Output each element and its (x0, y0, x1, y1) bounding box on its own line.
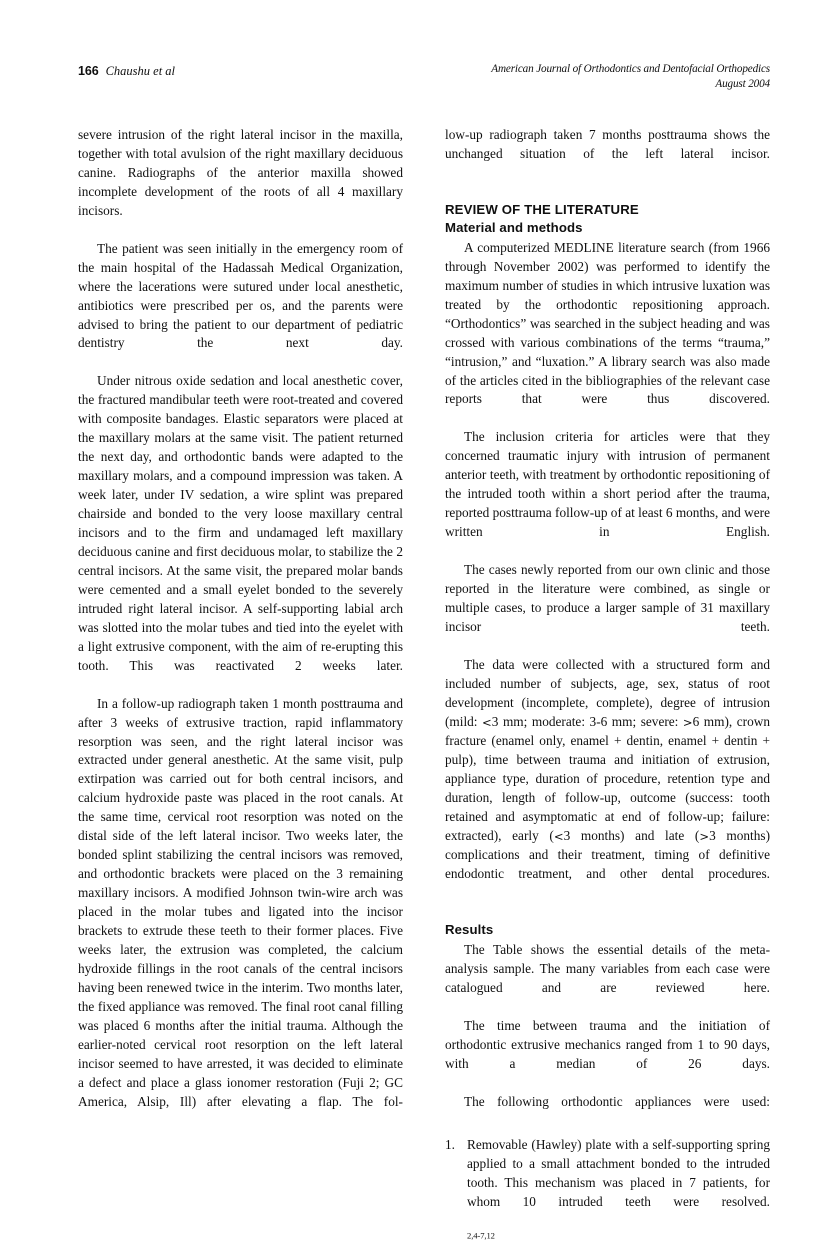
subheading-results: Results (445, 922, 494, 938)
paragraph: The Table shows the essential details of the meta-analysis sample. The many variables from each case were catalogued and are reviewed here. (445, 942, 770, 996)
data-text-part-3: 6 mm), crown fracture (enamel only, enamel + dentin, enamel + dentin + pulp), time between trauma and initiation of extrusion, appliance type, duration of procedure, retention type and duration, length of follow-up, outcome (success: tooth retained and asymptomatic at end of follow-up; failure: extracted), early ( (445, 713, 771, 843)
data-text-part-4: 3 months) and late ( (563, 827, 700, 843)
running-head-right (491, 62, 770, 91)
paragraph: severe intrusion of the right lateral incisor in the maxilla, together with total avulsion of the right maxillary deciduous canine. Radiographs of the anterior maxilla showed incomplete development of the roots of all 4 maxillary incisors. (78, 127, 403, 218)
right-column (445, 126, 771, 1241)
paragraph: In a follow-up radiograph taken 1 month posttrauma and after 3 weeks of extrusive traction, rapid inflammatory resorption was seen, and the right lateral incisor was extracted under general anesthetic. At the same visit, pulp extirpation was carried out for both central incisors, and calcium hydroxide paste was placed in the root canals. At the same time, cervical root resorption was noted on the distal side of the left lateral incisor. Two weeks later, the bonded splint stabilizing the central incisors was removed, and orthodontic brackets were placed on the 3 remaining maxillary incisors. A modified Johnson twin-wire arch was placed in the molar tubes and ligated into the incisor brackets to extrude these teeth to their former places. Five weeks later, the extrusion was completed, the calcium hydroxide fillings in the root canals of the central incisors having been renewed twice in the interim. Two months later, the fixed appliance was removed. The final root canal filling was placed 6 months after the initial trauma. Although the earlier-noted cervical root resorption on the left lateral incisor seemed to have arrested, it was decided to eliminate a defect and place a glass ionomer restoration (Fuji 2; GC America, Alsip, Ill) after elevating a flap. The fol- (78, 695, 403, 1109)
data-text-part-5: 3 months) complications and their treatment, timing of definitive endodontic treatment, and other dental procedures. (445, 827, 770, 882)
paragraph-data-collection (445, 656, 770, 903)
left-column (78, 126, 403, 1109)
less-than-symbol: < (482, 715, 492, 730)
data-text-part-2: 3 mm; moderate: 3-6 mm; severe: (491, 713, 683, 729)
paragraph: The inclusion criteria for articles were that they concerned traumatic injury with intrusion of permanent anterior teeth, with treatment by orthodontic repositioning of the intruded tooth within a short period after the trauma, reported posttrauma follow-up of at least 6 months, and were written in English. (445, 429, 770, 540)
running-head-authors: Chaushu et al (105, 64, 176, 78)
greater-than-symbol: > (699, 829, 710, 844)
reference-superscript: 2,4-7,12 (467, 1230, 495, 1241)
greater-than-symbol: > (682, 715, 693, 730)
paragraph: A computerized MEDLINE literature search (from 1966 through November 2002) was performed to identify the maximum number of studies in which intrusive luxation was treated by the orthodontic repositioning approach. “Orthodontics” was searched in the subject heading and was crossed with various combinations of the terms “trauma,” “intrusion,” and “luxation.” A library search was also made of the articles cited in the bibliographies of the relevant case reports that were thus discovered. (445, 239, 770, 407)
section-heading-review-of-the-literature: REVIEW OF THE LITERATURE (445, 201, 639, 217)
paragraph: Under nitrous oxide sedation and local anesthetic cover, the fractured mandibular teeth were root-treated and covered with composite bandages. Elastic separators were placed at the maxillary molars at the same visit. The patient returned the next day, and orthodontic bands were adapted to the maxillary molars, and a compound impression was taken. A week later, under IV sedation, a wire splint was prepared chairside and bonded to the very loose maxillary central incisors and to the firm and undamaged left maxillary deciduous canine and first deciduous molar, to stabilize the 2 central incisors. At the same visit, the prepared molar bands were cemented and a small eyelet bonded to the severely intruded right lateral incisor. A self-supporting labial arch was slotted into the molar tubes and tied into the eyelet with a light extrusive component, with the aim of re-erupting this tooth. This was reactivated 2 weeks later. (78, 373, 403, 673)
body-columns (78, 126, 771, 1241)
data-text-part-1: The data were collected with a structured form and included number of subjects, age, sex, status of root development (incomplete, complete), degree of intrusion (mild: (445, 656, 770, 729)
paragraph: The patient was seen initially in the emergency room of the main hospital of the Hadassah Medical Organization, where the lacerations were sutured under local anesthetic, antibiotics were prescribed per os, and the parents were advised to bring the patient to our department of pediatric dentistry the next day. (78, 240, 403, 351)
running-head-left (78, 62, 175, 80)
paragraph: The cases newly reported from our own clinic and those reported in the literature were combined, as single or multiple cases, to produce a larger sample of 31 maxillary incisor teeth. (445, 562, 770, 634)
running-head (78, 62, 770, 104)
list-item-text: Removable (Hawley) plate with a self-supporting spring applied to a small attachment bonded to the intruded tooth. This mechanism was placed in 7 patients, for whom 10 intruded teeth were resolved. (467, 1136, 770, 1209)
paragraph: low-up radiograph taken 7 months posttrauma shows the unchanged situation of the left lateral incisor. (445, 127, 770, 161)
journal-title: American Journal of Orthodontics and Dentofacial Orthopedics (491, 63, 770, 75)
paragraph: The time between trauma and the initiation of orthodontic extrusive mechanics ranged from 1 to 90 days, with a median of 26 days. (445, 1018, 770, 1071)
page-number: 166 (78, 64, 99, 78)
less-than-symbol: < (553, 829, 564, 844)
subheading-material-and-methods: Material and methods (445, 219, 583, 235)
list-item (445, 1136, 770, 1249)
paragraph: The following orthodontic appliances were used: (464, 1093, 770, 1109)
journal-issue-date: August 2004 (715, 77, 770, 90)
appliance-list (445, 1131, 770, 1249)
list-item-marker: 1. (445, 1136, 455, 1152)
